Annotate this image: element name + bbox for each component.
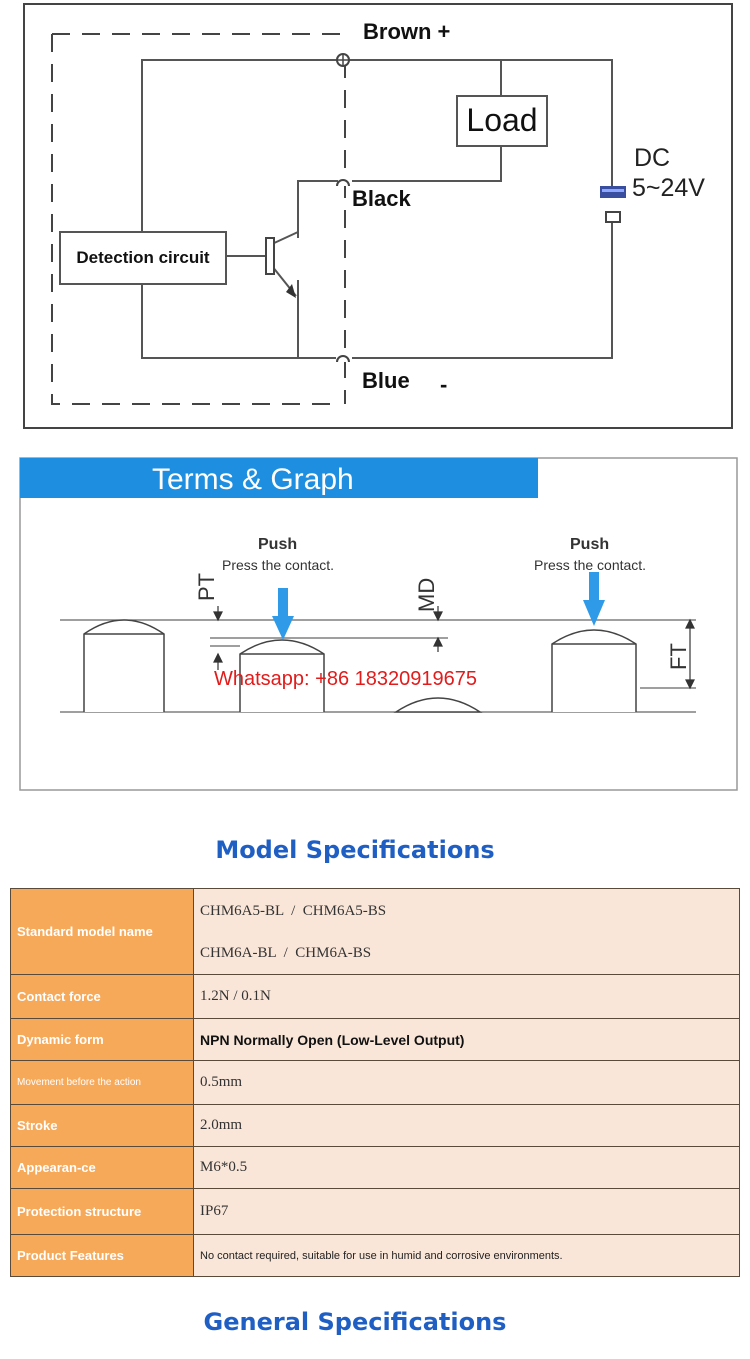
spec-value: IP67 [194,1189,740,1235]
table-row [11,1019,740,1061]
table-row [11,1235,740,1277]
table-row [11,889,740,975]
press-right-label: Press the contact. [534,557,647,573]
push-left-label: Push [258,536,298,553]
table-row [11,1061,740,1105]
spec-label: Dynamic form [11,1019,194,1061]
press-left-label: Press the contact. [222,557,335,573]
wiring-diagram [0,0,750,440]
spec-label: Standard model name [11,889,194,975]
spec-value: 1.2N / 0.1N [194,975,740,1019]
table-row [11,1105,740,1147]
push-right-label: Push [570,536,610,553]
pt-label: PT [194,572,219,601]
spec-value: NPN Normally Open (Low-Level Output) [194,1019,740,1061]
ft-label: FT [666,643,691,670]
dc-label: DC [634,144,671,172]
table-row [11,1189,740,1235]
watermark-text: Whatsapp: +86 18320919675 [214,668,477,690]
table-row [11,975,740,1019]
spec-value: 2.0mm [194,1105,740,1147]
spec-label: Protection structure [11,1189,194,1235]
spec-value [194,889,740,975]
spec-label: Contact force [11,975,194,1019]
terms-graph-panel [0,456,750,796]
terminal-blue [337,356,349,362]
specs-table [10,888,740,1277]
brown-label: Brown + [363,19,451,44]
terminal-black [337,180,349,186]
push-arrow-right-icon [589,572,599,602]
terms-title: Terms & Graph [152,463,354,496]
transistor-icon [266,238,274,274]
spec-value: No contact required, suitable for use in humid and corrosive environments. [194,1235,740,1277]
spec-label: Appearan-ce [11,1147,194,1189]
md-label: MD [414,577,439,612]
detection-label: Detection circuit [76,248,210,267]
spec-value: M6*0.5 [194,1147,740,1189]
diagram-frame [24,4,732,428]
spec-label: Stroke [11,1105,194,1147]
model-name-line-2: CHM6A-BL / CHM6A-BS [200,944,372,961]
general-specifications-heading: General Specifications [203,1308,507,1336]
spec-label: Movement before the action [11,1061,194,1105]
push-arrow-left-icon [278,588,288,618]
blue-sign: - [440,372,448,397]
model-name-line-1: CHM6A5-BL / CHM6A5-BS [200,902,387,919]
table-row [11,1147,740,1189]
spec-value: 0.5mm [194,1061,740,1105]
blue-label: Blue [362,368,410,393]
voltage-label: 5~24V [632,174,705,202]
spec-label: Product Features [11,1235,194,1277]
black-label: Black [352,186,411,211]
load-label: Load [466,102,538,138]
model-specifications-heading: Model Specifications [215,836,495,864]
